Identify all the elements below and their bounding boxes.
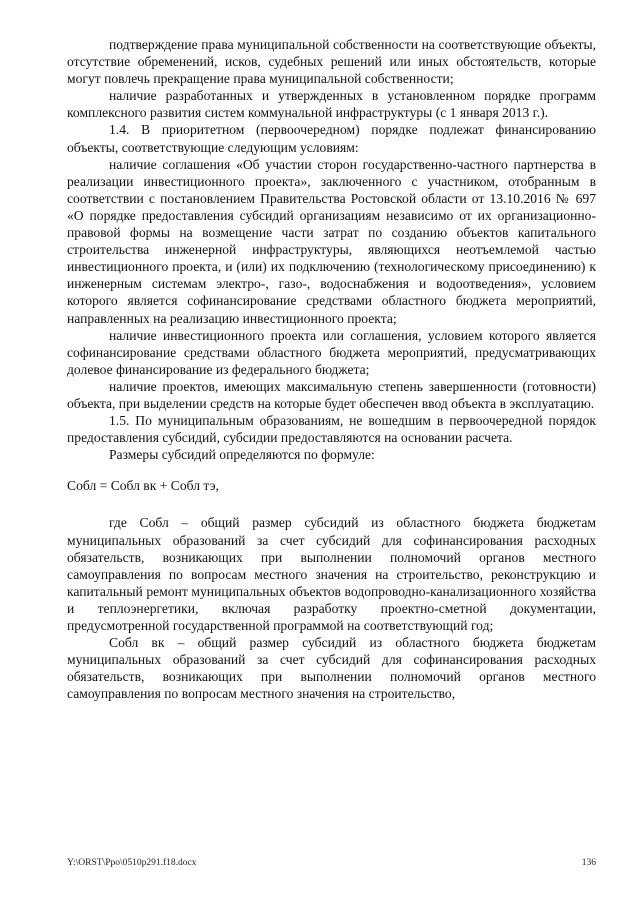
footer-page-number: 136 <box>581 858 596 868</box>
paragraph-1-5: 1.5. По муниципальным образованиям, не вошедшим в первоочередной порядок предоставления субсидий, субсидии предоставляются на основании расчета. <box>67 413 596 446</box>
paragraph-ownership: подтверждение права муниципальной собственности на соответствующие объекты, отсутствие обременений, исков, судебных решений или иных обстоятельств, которые могут повлечь прекращение права муниципальной собственности; <box>67 37 596 87</box>
paragraph-agreement: наличие соглашения «Об участии сторон государственно-частного партнерства в реализации инвестиционного проекта», заключенного с участником, отобранным в соответствии с постановлением Правительства Ростовской области от 13.10.2016 № 697 «О порядке предоставления субсидий организациям независимо от их организационно-правовой формы на возмещение части затрат по созданию объектов капитального строительства инженерной инфраструктуры, являющихся неотъемлемой частью инвестиционного проекта, и (или) их подключению (технологическому присоединению) к инженерным системам электро-, газо-, водоснабжения и водоотведения», условием которого является софинансирование средствами областного бюджета мероприятий, направленных на реализацию инвестиционного проекта; <box>67 156 596 326</box>
paragraph-formula-intro: Размеры субсидий определяются по формуле: <box>109 447 375 463</box>
paragraph-readiness: наличие проектов, имеющих максимальную степень завершенности (готовности) объекта, при выделении средств на которые будет обеспечен ввод объекта в эксплуатацию. <box>67 378 596 411</box>
footer-file-path: Y:\ORST\Ppo\0510p291.f18.docx <box>67 858 197 868</box>
definition-sobl: где Собл – общий размер субсидий из областного бюджета бюджетам муниципальных образований за счет субсидий для софинансирования расходных обязательств, возникающих при выполнении полномочий органов местного самоуправления по вопросам местного значения на строительство, реконструкцию и капитальный ремонт муниципальных объектов водопроводно-канализационного хозяйства и теплоэнергетики, включая разработку проектно-сметной документации, предусмотренной государственной программой на соответствующий год; <box>67 515 596 633</box>
paragraph-investment-project: наличие инвестиционного проекта или соглашения, условием которого является софинансирование средствами областного бюджета мероприятий, предусматривающих долевое финансирование из федерального бюджета; <box>67 327 596 377</box>
paragraph-programs: наличие разработанных и утвержденных в установленном порядке программ комплексного развития систем коммунальной инфраструктуры (с 1 января 2013 г.). <box>67 88 596 121</box>
paragraph-1-4: 1.4. В приоритетном (первоочередном) порядке подлежат финансированию объекты, соответствующие следующим условиям: <box>67 122 596 155</box>
document-body <box>67 36 596 702</box>
formula: Собл = Собл вк + Собл тэ, <box>67 478 219 494</box>
definition-sobl-vk: Собл вк – общий размер субсидий из областного бюджета бюджетам муниципальных образований за счет субсидий для софинансирования расходных обязательств, возникающих при выполнении полномочий органов местного самоуправления по вопросам местного значения на строительство, <box>67 635 596 702</box>
